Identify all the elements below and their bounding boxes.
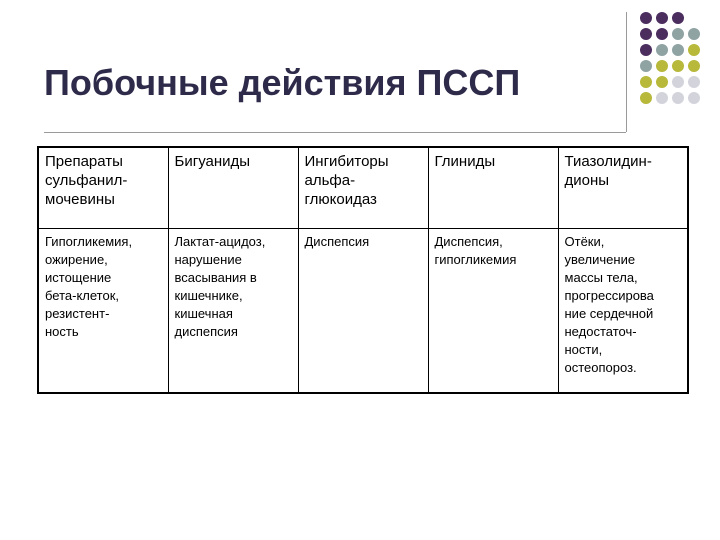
cell-line: диспепсия <box>174 324 238 339</box>
cell-line: гипогликемия <box>434 252 517 267</box>
table-header-cell <box>38 147 168 229</box>
cell-line: сульфанил- <box>45 172 128 189</box>
decorative-dot <box>672 92 684 104</box>
table-cell <box>428 229 558 394</box>
cell-line: Тиазолидин- <box>564 153 652 170</box>
cell-line: Отёки, <box>564 234 605 249</box>
side-effects-table <box>37 146 689 394</box>
cell-line: увеличение <box>564 252 636 267</box>
cell-line: остеопороз. <box>564 360 637 375</box>
table-cell <box>168 229 298 394</box>
vertical-divider <box>626 12 627 132</box>
decorative-dot <box>656 92 668 104</box>
cell-line: резистент- <box>45 306 110 321</box>
cell-line: альфа- <box>304 172 356 189</box>
title-underline <box>44 132 626 133</box>
cell-line: ние сердечной <box>564 306 654 321</box>
cell-line: массы тела, <box>564 270 638 285</box>
table-body-row <box>38 229 688 394</box>
cell-line: Гипогликемия, <box>45 234 133 249</box>
table-header-cell <box>558 147 688 229</box>
cell-line: Лактат-ацидоз, <box>174 234 266 249</box>
decorative-dot <box>688 44 700 56</box>
table-header-cell <box>298 147 428 229</box>
cell-line: истощение <box>45 270 112 285</box>
table-header-row <box>38 147 688 229</box>
cell-line: недостаточ- <box>564 324 637 339</box>
decorative-dot <box>640 28 652 40</box>
cell-line: ности, <box>564 342 603 357</box>
decorative-dot <box>640 76 652 88</box>
decorative-dot <box>656 28 668 40</box>
cell-line: ожирение, <box>45 252 108 267</box>
slide-title: Побочные действия ПССП <box>44 62 521 103</box>
cell-line: кишечная <box>174 306 233 321</box>
table-cell <box>298 229 428 394</box>
decorative-dot <box>672 44 684 56</box>
cell-line: ность <box>45 324 79 339</box>
cell-line: мочевины <box>45 191 115 208</box>
cell-line: Бигуаниды <box>174 153 251 170</box>
decorative-dot <box>672 60 684 72</box>
cell-line: Глиниды <box>434 153 496 170</box>
cell-line: бета-клеток, <box>45 288 120 303</box>
decorative-dot <box>640 44 652 56</box>
table-cell <box>558 229 688 394</box>
cell-line: прогрессирова <box>564 288 654 303</box>
cell-line: Диспепсия, <box>434 234 503 249</box>
table-header-cell <box>168 147 298 229</box>
cell-line: Ингибиторы <box>304 153 389 170</box>
decorative-dot <box>672 76 684 88</box>
cell-line: глюкоидаз <box>304 191 377 208</box>
table-header-cell <box>428 147 558 229</box>
cell-line: нарушение <box>174 252 242 267</box>
decorative-dot <box>640 92 652 104</box>
table-cell <box>38 229 168 394</box>
cell-line: кишечнике, <box>174 288 243 303</box>
decorative-dot <box>672 12 684 24</box>
decorative-dot <box>656 44 668 56</box>
cell-line: Диспепсия <box>304 234 370 249</box>
decorative-dot <box>656 12 668 24</box>
decorative-dot <box>656 60 668 72</box>
decorative-dot <box>656 76 668 88</box>
cell-line: всасывания в <box>174 270 257 285</box>
decorative-dot <box>688 60 700 72</box>
cell-line: дионы <box>564 172 610 189</box>
decorative-dot <box>688 92 700 104</box>
decorative-dot <box>640 60 652 72</box>
decorative-dot <box>688 28 700 40</box>
cell-line: Препараты <box>45 153 123 170</box>
decorative-dot <box>672 28 684 40</box>
decorative-dot <box>688 76 700 88</box>
decorative-dot <box>640 12 652 24</box>
